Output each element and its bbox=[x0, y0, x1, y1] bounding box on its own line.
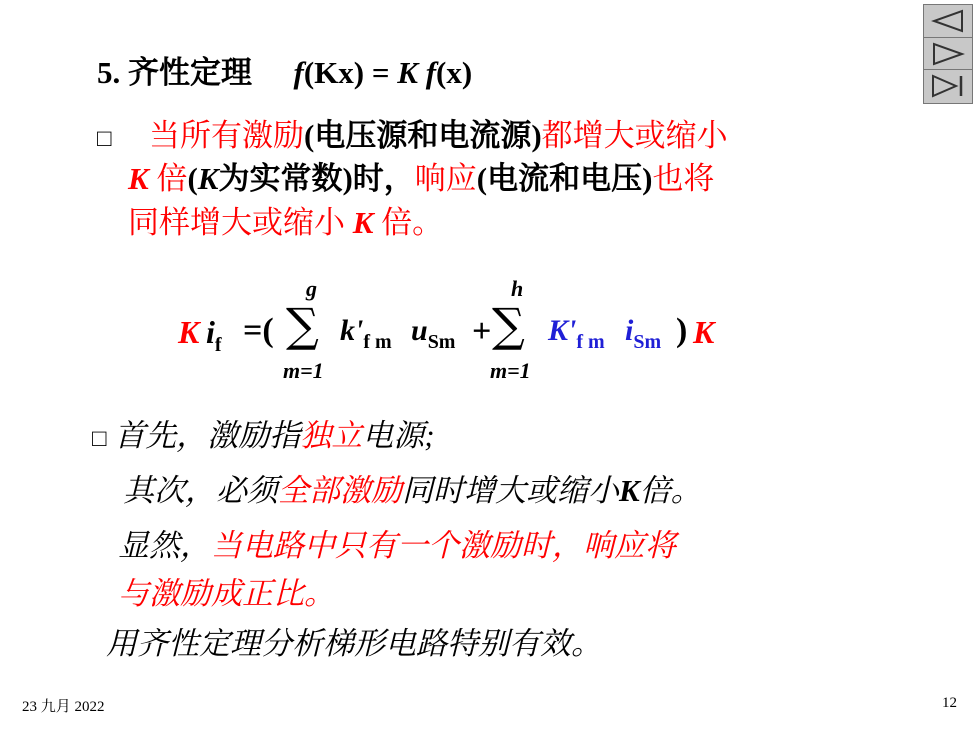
eq-k2: $K'_{f m}$ bbox=[548, 314, 605, 353]
next-slide-button[interactable] bbox=[924, 37, 972, 69]
triangle-left-icon bbox=[928, 8, 968, 34]
bullet-square: □ bbox=[92, 426, 107, 452]
eq-k-right: K bbox=[693, 314, 715, 350]
paragraph1-line1: □ 当所有激励(电压源和电流源)都增大或缩小 bbox=[97, 118, 728, 153]
heading-number: 5. bbox=[97, 55, 121, 90]
eq-equals-open: =( bbox=[243, 312, 274, 349]
sum1-lower: m=1 bbox=[283, 358, 324, 383]
sum1-sigma: ∑ bbox=[286, 298, 319, 352]
paragraph2-line2: 其次，必须全部激励同时增大或缩小K倍。 bbox=[123, 473, 702, 508]
paragraph2-line5: 用齐性定理分析梯形电路特别有效。 bbox=[106, 626, 602, 661]
footer-page-number: 12 bbox=[942, 695, 957, 711]
eq-u: $u_{Sm}$ bbox=[411, 314, 456, 353]
eq-close: ) bbox=[676, 312, 688, 349]
eq-k-left: K bbox=[178, 314, 200, 350]
sum2-sigma: ∑ bbox=[492, 298, 525, 352]
paragraph2-line3: 显然，当电路中只有一个激励时，响应将 bbox=[118, 528, 676, 563]
eq-k1: $k'_{f m}$ bbox=[340, 314, 392, 353]
paragraph2-line4: 与激励成正比。 bbox=[118, 576, 335, 611]
prev-slide-button[interactable] bbox=[924, 5, 972, 37]
paragraph2-line1: □ 首先，激励指独立电源; bbox=[92, 418, 435, 453]
sum2-upper: h bbox=[511, 276, 524, 301]
paragraph1-line2: K 倍(K为实常数)时，响应(电流和电压)也将 bbox=[128, 161, 715, 196]
skip-end-icon bbox=[928, 73, 968, 99]
slide-navigation bbox=[923, 4, 973, 104]
sum2-lower: m=1 bbox=[490, 358, 531, 383]
eq-i2: $i_{Sm}$ bbox=[625, 314, 662, 353]
eq-i: $i_f$ bbox=[206, 314, 222, 356]
eq-plus: + bbox=[472, 313, 492, 350]
heading-formula: f(Kx) = K f(x) bbox=[293, 55, 473, 90]
section-heading bbox=[97, 52, 472, 94]
bullet-square: □ bbox=[97, 126, 112, 152]
footer-date: 23 九月 2022 bbox=[22, 699, 105, 715]
heading-title: 齐性定理 bbox=[128, 55, 252, 90]
last-slide-button[interactable] bbox=[924, 69, 972, 101]
triangle-right-icon bbox=[928, 41, 968, 67]
paragraph1-line3: 同样增大或缩小 K 倍。 bbox=[128, 205, 444, 240]
sum1-upper: g bbox=[306, 276, 317, 301]
